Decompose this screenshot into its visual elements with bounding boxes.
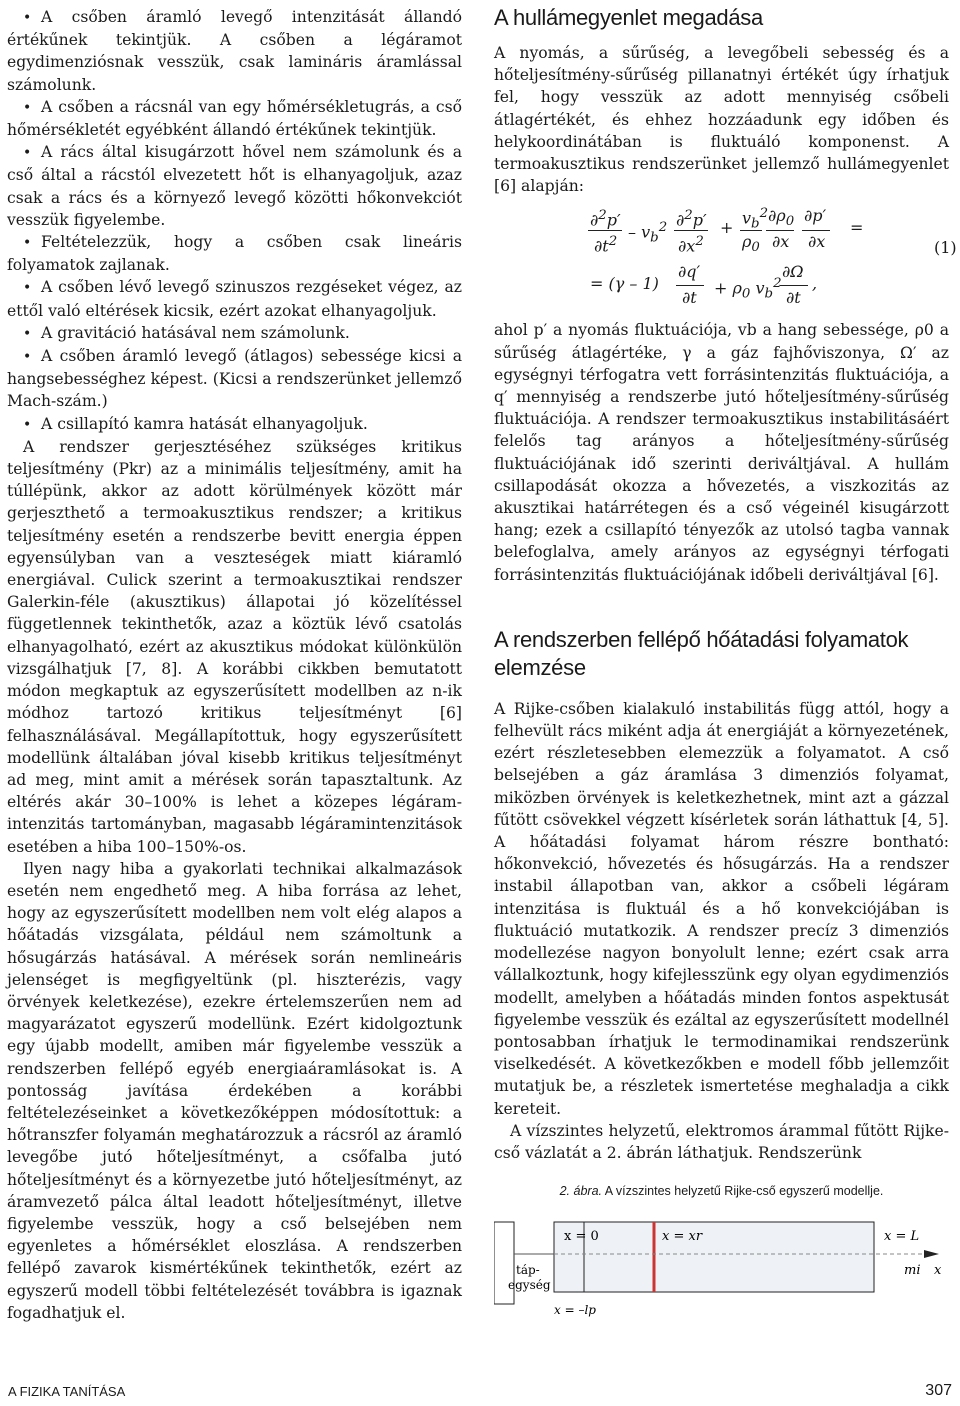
svg-text:x = xr: x = xr xyxy=(662,1229,703,1245)
assumption-item: • A csőben a rácsnál van egy hőmérsékletugrás, a cső hőmérsékletét egyébként állandó értékűnek tekintjük. xyxy=(7,96,462,141)
footer-journal: A FIZIKA TANÍTÁSA xyxy=(8,1384,126,1399)
assumption-item: • A csőben áramló levegő intenzitását állandó értékűnek tekintjük. A csőben a légáramot egydimenziósnak vesszük, csak lamináris áramlással számolunk. xyxy=(7,6,462,96)
rijke-tube-figure xyxy=(494,1210,954,1320)
svg-text:x = –lp: x = –lp xyxy=(554,1303,596,1318)
section-heading: A hullámegyenlet megadása xyxy=(494,5,763,30)
svg-text:x: x xyxy=(934,1263,942,1279)
svg-text:táp-: táp- xyxy=(516,1263,540,1278)
right-column xyxy=(494,4,957,1320)
assumption-item: • A csillapító kamra hatását elhanyagoljuk. xyxy=(7,413,462,436)
assumption-item: • A gravitáció hatásával nem számolunk. xyxy=(7,322,462,345)
section-heading: A rendszerben fellépő hőátadási folyamatok elemzése xyxy=(494,626,909,680)
wave-equation: ∂$^2$p′ $\partial t^2$ – $v_b^2$ ∂$^2$p′ $\partial x^2$ + $v_b^2$ $\rho_0$ $\partial\rho_0$ ∂x ∂p′ ∂x = (1) = (γ – 1) ∂q′ ∂t + $\rho_0$ $v_b^2$ ∂Ω ∂t , xyxy=(590,206,957,308)
figure-caption: 2. ábra. A vízszintes helyzetű Rijke-cső egyszerű modellje. xyxy=(559,1184,884,1199)
svg-text:egység: egység xyxy=(508,1278,551,1293)
paragraph: A nyomás, a sűrűség, a levegőbeli sebesség és a hőteljesítmény-sűrűség pillanatnyi értékét úgy írhatjuk fel, hogy vesszük az adott mennyiség csőbeli átlagértékét, és ehhez hozzáadunk egy időben és helykoordinátában is fluktuáló komponenst. A termoakusztikus rendszerünket jellemző hullámegyenlet [6] alapján: xyxy=(494,44,949,196)
assumption-item: • A rács által kisugárzott hővel nem számolunk és a cső által a rácstól elvezetett hőt is elhanyagoljuk, azaz csak a rács és a környező levegő közötti hőkonvekciót vesszük figyelembe. xyxy=(7,141,462,231)
svg-text:x = 0: x = 0 xyxy=(564,1229,599,1245)
paragraph: A rendszer gerjesztéséhez szükséges kritikus teljesítmény (Pkr) az a minimális teljesítmény, amit ha túllépünk, akkor az adott körülmények között már gerjeszthető a termoakusztikus rendszer; a kritikus teljesítmény esetén a rendszerbe bevitt energia éppen egyensúlyban van a veszteségek miatt kiáramló energiával. Culick szerint a termoakusztikai rendszer Galerkin-féle (akusztikus) állapotai jó közelítéssel függetlennek tekinthetők, azaz a köztük lévő csatolás elhanyagolható, ezért az akusztikus módokat különkülön vizsgálhatjuk [7, 8]. A korábbi cikkben bemutatott módon megkaptuk az egyszerűsített modellben az n-ik módhoz tartozó kritikus teljesítményt [6] felhasználásával. Megállapítottuk, hogy egyszerűsített modellünk általában jóval kisebb kritikus teljesítményt ad meg, mint amit a mérések során tapasztaltunk. Az eltérés akár 30–100% is lehet a közepes légáram-intenzitás tartományban, magasabb légáramintenzitások esetében a hiba 100–150%-os. xyxy=(7,437,462,856)
svg-text:mi: mi xyxy=(904,1263,921,1279)
paragraph: A Rijke-csőben kialakuló instabilitás függ attól, hogy a felhevült rács miként adja át energiáját a környezetének, ezért részletesebben elemezzük a folyamatot. A cső belsejében a gáz áramlása 3 dimenziós folyamat, miközben örvények is keletkezhetnek, mint azt a gázzal fűtött csövekkel végzett kísérletek során láthattuk [4, 5]. A hőátadási folyamat három részre bontható: hőkonvekció, hővezetés és hősugárzás. Ha a rendszer instabil állapotban van, akkor a csőbeli légáram intenzitása is fluktuál és a hő konvekciójában is fluktuáció mutatkozik. A rendszer precíz 3 dimenziós modellezése nagyon bonyolult lenne; ezért csak arra vállalkoztunk, hogy kifejlesszünk egy olyan egydimenziós modellt, amelyben a hőátadás minden fontos aspektusát figyelembe vesszük és ezáltal az egyszerűsített modellnél pontosabban írhatjuk le termodinamikai rendszerünk viselkedését. A következőkben e modell főbb jellemzőit mutatjuk be, a részletek ismertetése meghaladja a cikk kereteit. xyxy=(494,699,949,1118)
page-number: 307 xyxy=(925,1382,952,1399)
assumption-item: • A csőben áramló levegő (átlagos) sebessége kicsi a hangsebességhez képest. (Kicsi a rendszerünket jellemző Mach-szám.) xyxy=(7,345,462,413)
assumption-item: • Feltételezzük, hogy a csőben csak lineáris folyamatok zajlanak. xyxy=(7,231,462,276)
assumption-item: • A csőben lévő levegő szinuszos rezgéseket végez, az ettől való eltérések kicsik, ezért azokat elhanyagoljuk. xyxy=(7,276,462,321)
paragraph: ahol p′ a nyomás fluktuációja, vb a hang sebessége, ρ0 a sűrűség átlagértéke, γ a gáz fajhőviszonya, Ω′ az egységnyi térfogatra vett forrásintenzitás fluktuációja, a q′ mennyiség a rendszerbe jutó hőteljesítmény-sűrűség fluktuációja. A rendszer termoakusztikus instabilitásáért felelős tag arányos a hőteljesítmény-sűrűség fluktuációjának idő szerinti deriváltjával. A hullám csillapodását okozza a hővezetés, a viszkozitás az akusztikai határrétegen és a cső végeinél kisugárzott hang; ezek a csillapító tényezők az utolsó tagba vannak belefoglalva, amely arányos az egységnyi térfogati forrásintenzitás fluktuációjának időbeli deriváltjával [6]. xyxy=(494,321,949,584)
paragraph: Ilyen nagy hiba a gyakorlati technikai alkalmazások esetén nem engedhető meg. A hiba forrása az lehet, hogy az egyszerűsített modellben nem volt elég alapos a hőátadás vizsgálata, például nem számoltunk a hősugárzás hatásával. A mérések során nemlineáris jelenséget is megfigyeltünk (pl. hiszterézis, vagy örvények keletkezése), ezekre értelemszerűen nem ad magyarázatot egyszerű modellünk. Ezért kidolgoztunk egy újabb modellt, amiben már figyelembe vesszük a rendszerben fellépő egyéb energiaáramlásokat is. A pontosság javítása érdekében a korábbi feltételezéseinket a következőképpen módosítottuk: a hőtranszfer folyamán meghatározzuk a rácsról az áramló levegőbe jutó hőteljesítményt, a csőfalba jutó hőteljesítményt és a környezetbe jutó hőteljesítményt, az áramvezető pálca által leadott hőteljesítményt, illetve figyelembe vesszük, hogy a cső belsejében nem egyenletes a hőmérséklet eloszlása. A rendszerben fellépő zavarok kismértékűnek tekinthetők, ezért az egyszerű modell többi feltételezését továbbra is igaznak fogadhatjuk el. xyxy=(7,859,462,1322)
paragraph: A vízszintes helyzetű, elektromos árammal fűtött Rijke-cső vázlatát a 2. ábrán láthatjuk. Rendszerünk xyxy=(494,1121,949,1162)
left-column xyxy=(7,6,462,1324)
svg-text:x = L: x = L xyxy=(884,1229,920,1245)
